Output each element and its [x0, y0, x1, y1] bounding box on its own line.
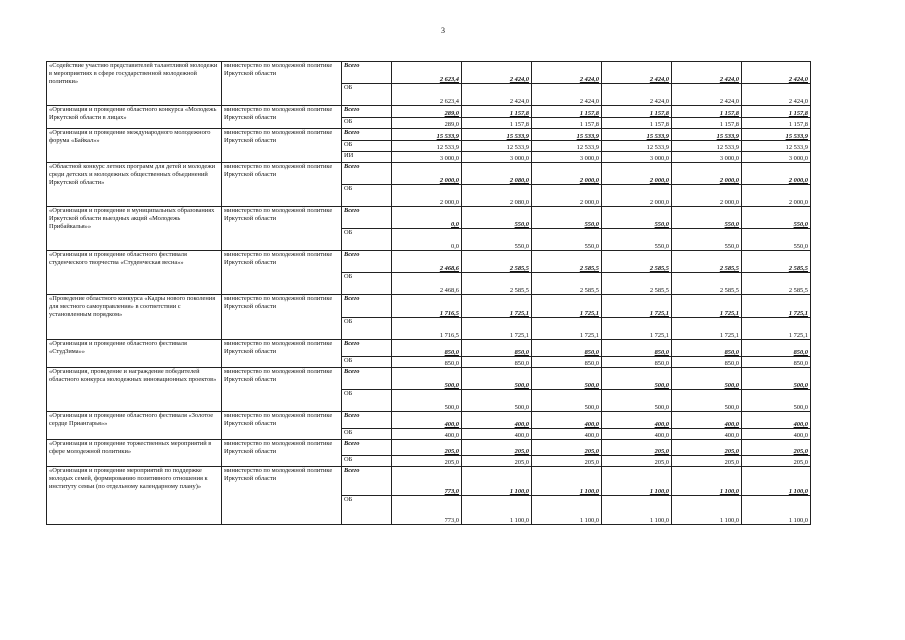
amount-cell: 0,0 — [392, 229, 462, 251]
amount-cell: 2 585,5 — [532, 251, 602, 273]
amount-cell: 2 000,0 — [672, 185, 742, 207]
responsible-cell: министерство по молодежной политике Иркутской области — [222, 368, 342, 412]
funding-source-cell: Всего — [342, 440, 392, 456]
amount-cell: 1 157,8 — [742, 106, 811, 118]
amount-cell: 15 533,9 — [392, 129, 462, 141]
amount-cell: 550,0 — [462, 229, 532, 251]
amount-cell: 1 100,0 — [462, 467, 532, 496]
table-body — [47, 62, 811, 525]
funding-source-cell: Всего — [342, 251, 392, 273]
amount-cell: 3 000,0 — [742, 152, 811, 163]
amount-cell: 12 533,9 — [602, 141, 672, 152]
amount-cell: 400,0 — [742, 412, 811, 429]
table-row — [47, 412, 811, 429]
amount-cell: 3 000,0 — [532, 152, 602, 163]
event-name-cell: «Организация и проведение областного фестиваля «Золотое сердце Приангарья»» — [47, 412, 222, 440]
responsible-cell: министерство по молодежной политике Иркутской области — [222, 340, 342, 368]
funding-source-cell: ОБ — [342, 456, 392, 467]
amount-cell: 850,0 — [462, 357, 532, 368]
table-row — [47, 340, 811, 357]
amount-cell: 2 585,5 — [602, 251, 672, 273]
amount-cell: 1 157,8 — [602, 106, 672, 118]
funding-source-cell: ОБ — [342, 318, 392, 340]
amount-cell: 1 100,0 — [742, 467, 811, 496]
funding-source-cell: Всего — [342, 62, 392, 84]
amount-cell: 205,0 — [742, 440, 811, 456]
amount-cell: 550,0 — [602, 207, 672, 229]
amount-cell: 500,0 — [672, 368, 742, 390]
amount-cell: 1 157,8 — [462, 106, 532, 118]
amount-cell: 1 157,8 — [672, 118, 742, 129]
amount-cell: 1 100,0 — [602, 467, 672, 496]
amount-cell: 400,0 — [392, 429, 462, 440]
funding-source-cell: ОБ — [342, 84, 392, 106]
amount-cell: 1 725,1 — [672, 318, 742, 340]
amount-cell: 2 585,5 — [672, 251, 742, 273]
funding-source-cell: ОБ — [342, 390, 392, 412]
amount-cell: 2 585,5 — [462, 273, 532, 295]
amount-cell: 1 157,8 — [672, 106, 742, 118]
amount-cell: 2 080,0 — [462, 163, 532, 185]
amount-cell: 500,0 — [462, 390, 532, 412]
amount-cell: 773,0 — [392, 467, 462, 496]
amount-cell: 2 000,0 — [532, 163, 602, 185]
amount-cell: 850,0 — [602, 357, 672, 368]
amount-cell: 550,0 — [462, 207, 532, 229]
amount-cell: 773,0 — [392, 496, 462, 525]
funding-source-cell: ОБ — [342, 118, 392, 129]
amount-cell: 289,0 — [392, 106, 462, 118]
amount-cell: 2 468,6 — [392, 251, 462, 273]
amount-cell: 3 000,0 — [392, 152, 462, 163]
table-row — [47, 163, 811, 185]
event-name-cell: «Организация и проведение областного фестиваля «СтудЗима»» — [47, 340, 222, 368]
amount-cell: 1 157,8 — [602, 118, 672, 129]
amount-cell: 500,0 — [672, 390, 742, 412]
funding-source-cell: ОБ — [342, 357, 392, 368]
responsible-cell: министерство по молодежной политике Иркутской области — [222, 467, 342, 525]
amount-cell: 205,0 — [532, 456, 602, 467]
amount-cell: 400,0 — [672, 412, 742, 429]
responsible-cell: министерство по молодежной политике Иркутской области — [222, 440, 342, 467]
amount-cell: 2 585,5 — [602, 273, 672, 295]
amount-cell: 850,0 — [742, 340, 811, 357]
amount-cell: 12 533,9 — [532, 141, 602, 152]
amount-cell: 15 533,9 — [742, 129, 811, 141]
amount-cell: 2 424,0 — [532, 84, 602, 106]
amount-cell: 1 716,5 — [392, 318, 462, 340]
amount-cell: 2 585,5 — [742, 273, 811, 295]
amount-cell: 550,0 — [672, 229, 742, 251]
amount-cell: 500,0 — [602, 368, 672, 390]
amount-cell: 2 468,6 — [392, 273, 462, 295]
amount-cell: 1 100,0 — [672, 467, 742, 496]
responsible-cell: министерство по молодежной политике Иркутской области — [222, 207, 342, 251]
amount-cell: 15 533,9 — [602, 129, 672, 141]
amount-cell: 2 623,4 — [392, 62, 462, 84]
amount-cell: 400,0 — [672, 429, 742, 440]
event-name-cell: «Организация и проведение в муниципальных образованиях Иркутской области выездных акций «Молодежь Прибайкалья»» — [47, 207, 222, 251]
funding-source-cell: Всего — [342, 368, 392, 390]
amount-cell: 550,0 — [602, 229, 672, 251]
funding-source-cell: ОБ — [342, 141, 392, 152]
amount-cell: 205,0 — [462, 456, 532, 467]
amount-cell: 850,0 — [672, 340, 742, 357]
amount-cell: 205,0 — [392, 440, 462, 456]
amount-cell: 1 157,8 — [742, 118, 811, 129]
amount-cell: 400,0 — [392, 412, 462, 429]
amount-cell: 500,0 — [532, 390, 602, 412]
amount-cell: 0,0 — [392, 207, 462, 229]
funding-source-cell: ОБ — [342, 229, 392, 251]
amount-cell: 400,0 — [462, 412, 532, 429]
amount-cell: 205,0 — [672, 440, 742, 456]
responsible-cell: министерство по молодежной политике Иркутской области — [222, 295, 342, 340]
amount-cell: 500,0 — [742, 368, 811, 390]
amount-cell: 550,0 — [672, 207, 742, 229]
amount-cell: 2 623,4 — [392, 84, 462, 106]
table-row — [47, 62, 811, 84]
amount-cell: 400,0 — [602, 412, 672, 429]
event-name-cell: «Организация, проведение и награждение победителей областного конкурса молодежных инновационных проектов» — [47, 368, 222, 412]
funding-source-cell: Всего — [342, 163, 392, 185]
funding-source-cell: ОБ — [342, 185, 392, 207]
amount-cell: 400,0 — [742, 429, 811, 440]
amount-cell: 12 533,9 — [672, 141, 742, 152]
amount-cell: 1 725,1 — [532, 295, 602, 318]
amount-cell: 205,0 — [392, 456, 462, 467]
amount-cell: 2 000,0 — [742, 163, 811, 185]
table-row — [47, 440, 811, 456]
responsible-cell: министерство по молодежной политике Иркутской области — [222, 251, 342, 295]
amount-cell: 850,0 — [462, 340, 532, 357]
budget-table — [46, 61, 811, 525]
amount-cell: 2 424,0 — [672, 84, 742, 106]
responsible-cell: министерство по молодежной политике Иркутской области — [222, 62, 342, 106]
amount-cell: 12 533,9 — [742, 141, 811, 152]
event-name-cell: «Организация и проведение областного фестиваля студенческого творчества «Студенческая весна»» — [47, 251, 222, 295]
amount-cell: 205,0 — [462, 440, 532, 456]
amount-cell: 1 100,0 — [602, 496, 672, 525]
amount-cell: 2 424,0 — [602, 62, 672, 84]
amount-cell: 1 157,8 — [532, 106, 602, 118]
responsible-cell: министерство по молодежной политике Иркутской области — [222, 412, 342, 440]
amount-cell: 850,0 — [392, 340, 462, 357]
amount-cell: 500,0 — [392, 390, 462, 412]
amount-cell: 2 424,0 — [462, 84, 532, 106]
amount-cell: 850,0 — [742, 357, 811, 368]
amount-cell: 205,0 — [602, 456, 672, 467]
amount-cell: 2 585,5 — [742, 251, 811, 273]
amount-cell: 550,0 — [742, 229, 811, 251]
amount-cell: 550,0 — [532, 207, 602, 229]
amount-cell: 500,0 — [602, 390, 672, 412]
event-name-cell: «Организация и проведение мероприятий по поддержке молодых семей, формированию позитивного отношения к институту семьи (по отдельному календарному плану)» — [47, 467, 222, 525]
responsible-cell: министерство по молодежной политике Иркутской области — [222, 129, 342, 163]
amount-cell: 2 585,5 — [532, 273, 602, 295]
funding-source-cell: ОБ — [342, 496, 392, 525]
amount-cell: 1 725,1 — [602, 295, 672, 318]
amount-cell: 400,0 — [532, 429, 602, 440]
amount-cell: 500,0 — [742, 390, 811, 412]
funding-source-cell: Всего — [342, 340, 392, 357]
amount-cell: 1 100,0 — [742, 496, 811, 525]
table-row — [47, 207, 811, 229]
amount-cell: 15 533,9 — [462, 129, 532, 141]
amount-cell: 1 716,5 — [392, 295, 462, 318]
amount-cell: 1 157,8 — [462, 118, 532, 129]
amount-cell: 3 000,0 — [462, 152, 532, 163]
amount-cell: 2 000,0 — [672, 163, 742, 185]
amount-cell: 2 424,0 — [742, 84, 811, 106]
amount-cell: 2 000,0 — [392, 163, 462, 185]
amount-cell: 205,0 — [672, 456, 742, 467]
amount-cell: 2 424,0 — [462, 62, 532, 84]
amount-cell: 2 424,0 — [532, 62, 602, 84]
amount-cell: 1 725,1 — [742, 318, 811, 340]
responsible-cell: министерство по молодежной политике Иркутской области — [222, 106, 342, 129]
funding-source-cell: Всего — [342, 295, 392, 318]
amount-cell: 1 725,1 — [462, 295, 532, 318]
event-name-cell: «Содействие участию представителей талантливой молодежи в мероприятиях в сфере государственной молодежной политики» — [47, 62, 222, 106]
table-row — [47, 368, 811, 390]
amount-cell: 1 100,0 — [532, 467, 602, 496]
amount-cell: 400,0 — [602, 429, 672, 440]
amount-cell: 1 725,1 — [462, 318, 532, 340]
amount-cell: 1 725,1 — [602, 318, 672, 340]
amount-cell: 1 157,8 — [532, 118, 602, 129]
amount-cell: 400,0 — [462, 429, 532, 440]
amount-cell: 2 585,5 — [462, 251, 532, 273]
amount-cell: 1 725,1 — [742, 295, 811, 318]
amount-cell: 15 533,9 — [532, 129, 602, 141]
amount-cell: 2 585,5 — [672, 273, 742, 295]
funding-source-cell: ОБ — [342, 273, 392, 295]
table-row — [47, 467, 811, 496]
amount-cell: 1 100,0 — [532, 496, 602, 525]
table-row — [47, 295, 811, 318]
amount-cell: 500,0 — [462, 368, 532, 390]
amount-cell: 205,0 — [532, 440, 602, 456]
amount-cell: 2 000,0 — [392, 185, 462, 207]
amount-cell: 2 424,0 — [602, 84, 672, 106]
amount-cell: 3 000,0 — [602, 152, 672, 163]
event-name-cell: «Организация и проведение торжественных мероприятий в сфере молодежной политики» — [47, 440, 222, 467]
funding-source-cell: Всего — [342, 467, 392, 496]
event-name-cell: «Организация и проведение международного молодежного форума «Байкал»» — [47, 129, 222, 163]
amount-cell: 2 080,0 — [462, 185, 532, 207]
table-row — [47, 129, 811, 141]
amount-cell: 15 533,9 — [672, 129, 742, 141]
amount-cell: 1 725,1 — [532, 318, 602, 340]
responsible-cell: министерство по молодежной политике Иркутской области — [222, 163, 342, 207]
event-name-cell: «Областной конкурс летних программ для детей и молодежи среди детских и молодежных общественных объединений Иркутской области» — [47, 163, 222, 207]
amount-cell: 1 725,1 — [672, 295, 742, 318]
funding-source-cell: ИИ — [342, 152, 392, 163]
amount-cell: 1 100,0 — [462, 496, 532, 525]
amount-cell: 500,0 — [392, 368, 462, 390]
amount-cell: 850,0 — [532, 340, 602, 357]
funding-source-cell: Всего — [342, 207, 392, 229]
amount-cell: 289,0 — [392, 118, 462, 129]
amount-cell: 1 100,0 — [672, 496, 742, 525]
amount-cell: 12 533,9 — [462, 141, 532, 152]
funding-source-cell: Всего — [342, 106, 392, 118]
amount-cell: 2 000,0 — [602, 185, 672, 207]
funding-source-cell: Всего — [342, 129, 392, 141]
amount-cell: 500,0 — [532, 368, 602, 390]
amount-cell: 850,0 — [532, 357, 602, 368]
amount-cell: 850,0 — [602, 340, 672, 357]
funding-source-cell: ОБ — [342, 429, 392, 440]
amount-cell: 3 000,0 — [672, 152, 742, 163]
amount-cell: 2 000,0 — [532, 185, 602, 207]
amount-cell: 2 424,0 — [742, 62, 811, 84]
table-row — [47, 106, 811, 118]
funding-source-cell: Всего — [342, 412, 392, 429]
page-number: 3 — [441, 26, 445, 35]
amount-cell: 2 000,0 — [742, 185, 811, 207]
event-name-cell: «Организация и проведение областного конкурса «Молодежь Иркутской области в лицах» — [47, 106, 222, 129]
amount-cell: 2 424,0 — [672, 62, 742, 84]
amount-cell: 850,0 — [392, 357, 462, 368]
amount-cell: 550,0 — [742, 207, 811, 229]
amount-cell: 12 533,9 — [392, 141, 462, 152]
event-name-cell: «Проведение областного конкурса «Кадры нового поколения для местного самоуправления» в соответствии с установленным порядком» — [47, 295, 222, 340]
table-row — [47, 251, 811, 273]
amount-cell: 850,0 — [672, 357, 742, 368]
amount-cell: 400,0 — [532, 412, 602, 429]
amount-cell: 2 000,0 — [602, 163, 672, 185]
amount-cell: 205,0 — [742, 456, 811, 467]
amount-cell: 550,0 — [532, 229, 602, 251]
amount-cell: 205,0 — [602, 440, 672, 456]
